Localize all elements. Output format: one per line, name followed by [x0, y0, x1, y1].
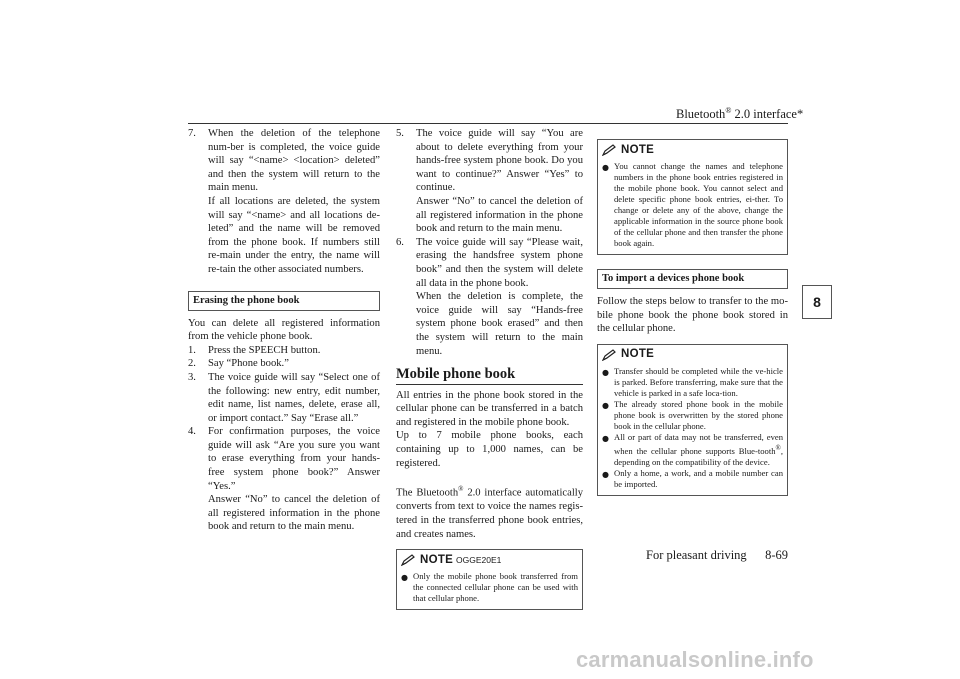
bullet-icon: ●: [602, 400, 609, 410]
note-bullet: [602, 432, 783, 468]
registered-mark: ®: [775, 443, 781, 452]
step-number: 1.: [188, 344, 196, 356]
bullet-text: [614, 432, 783, 468]
footer-section: For pleasant driving: [646, 548, 747, 562]
header-title-suffix: 2.0 interface*: [731, 107, 804, 122]
column-middle: [396, 127, 583, 610]
erase-intro: You can delete all registered information from the vehicle phone book.: [188, 317, 380, 343]
bullet-text: Transfer should be completed while the ve-hicle is parked. Before transferring, make sure that the vehicle is parked in a safe loca-tion.: [614, 365, 783, 398]
step-number: 5.: [396, 128, 404, 139]
section-title-mobile-phone-book: Mobile phone book: [396, 368, 583, 385]
column-right: [597, 127, 788, 496]
step-text: When the deletion of the telephone num-ber is completed, the voice guide will say “<name> <location> deleted” and then the system will return to the main menu.: [208, 128, 380, 194]
bullet-icon: ●: [602, 163, 609, 172]
step-subtext: When the deletion is complete, the voice guide will say “Hands-free system phone book erased” and then the system will return to the main menu.: [416, 291, 583, 357]
step-2: [188, 357, 380, 371]
bullet-icon: ●: [401, 573, 408, 583]
note-label: NOTE: [621, 348, 655, 361]
registered-mark: ®: [458, 485, 464, 494]
bullet-text-part: All or part of data may not be transferred, even when the cellular phone supports Blue-tooth: [614, 431, 783, 456]
header-rule: [188, 123, 788, 124]
step-number: 3.: [188, 371, 196, 383]
mobile-para-3: [396, 483, 583, 541]
step-text: The voice guide will say “Select one of the following: new entry, edit number, edit name, list names, delete, erase all, or import contact.” Say “Erase all.”: [208, 371, 380, 424]
running-header: [676, 106, 804, 122]
bullet-icon: ●: [602, 469, 609, 479]
note-pen-icon: [401, 554, 417, 566]
note-header: [602, 347, 783, 363]
note-label: NOTE: [621, 143, 655, 156]
step-3: [188, 371, 380, 425]
step-text: The voice guide will say “Please wait, erasing the handsfree system phone book” and then the system will delete all data in the phone book.: [416, 236, 583, 289]
step-5: [396, 127, 583, 236]
column-left: [188, 127, 380, 534]
page-number: 8-69: [765, 548, 788, 562]
watermark: carmanualsonline.info: [576, 647, 814, 672]
para-text: The Bluetooth: [396, 487, 459, 499]
import-intro: Follow the steps below to transfer to the mo-bile phone book the phone book stored in the cellular phone.: [597, 296, 788, 335]
note-bullet: [602, 399, 783, 432]
bullet-text: The already stored phone book in the mobile phone book is overwritten by the stored phone book in the cellular phone.: [614, 398, 783, 431]
bullet-text: You cannot change the names and telephone numbers in the phone book entries registered in the mobile phone book. You cannot select and delete specific phone book entries, ei-ther. To change or delete any of the above, change the applicable information in the source phone book of the cellular phone and then transfer the phone book again.: [614, 161, 783, 248]
step-1: [188, 344, 380, 358]
step-text: Say “Phone book.”: [208, 358, 289, 370]
bullet-text: Only a home, a work, and a mobile number can be imported.: [614, 467, 783, 489]
header-registered-mark: ®: [725, 106, 732, 115]
mobile-para-1: All entries in the phone book stored in the cellular phone can be transferred in a batch and registered in the mobile phone book.: [396, 389, 583, 428]
note-bullet: [602, 161, 783, 249]
note-pen-icon: [602, 144, 618, 156]
para-text-cont: 2.0 interface automatically converts from text to voice the names regis-tered in the transferred phone book entries, and creates names.: [396, 487, 583, 540]
bullet-icon: ●: [602, 433, 609, 443]
header-title: Bluetooth: [676, 107, 726, 122]
step-subtext: If all locations are deleted, the system will say “<name> and all locations de-leted” and the name will be removed from the phone book. If numbers still re-main under the entry, the name will re-tain the other associated numbers.: [208, 195, 380, 275]
step-text: Press the SPEECH button.: [208, 344, 321, 356]
note-label: NOTE: [420, 553, 454, 566]
note-bullet: [602, 366, 783, 399]
note-bullet: [401, 571, 578, 604]
section-heading-erasing: Erasing the phone book: [188, 291, 380, 311]
step-number: 2.: [188, 358, 196, 370]
page-footer: [646, 548, 788, 563]
step-text: The voice guide will say “You are about to delete everything from your hands-free system phone book. Do you want to continue?” Answer “Yes” to continue.: [416, 128, 583, 194]
step-7: [188, 127, 380, 277]
note-pen-icon: [602, 349, 618, 361]
document-code: OGGE20E1: [456, 555, 502, 565]
step-number: 6.: [396, 236, 404, 248]
note-box: [597, 139, 788, 255]
bullet-text: Only the mobile phone book transferred from the connected cellular phone can be used with that cellular phone.: [413, 571, 578, 604]
chapter-tab: 8: [802, 285, 832, 319]
step-4: [188, 425, 380, 534]
step-text: For confirmation purposes, the voice guide will ask “Are you sure you want to erase everything from your hands-free system phone book?” Answer “Yes.”: [208, 426, 380, 492]
bullet-icon: ●: [602, 367, 609, 377]
bullet-text-part: , depending on the compatibility of the device.: [614, 445, 783, 467]
note-box: [597, 344, 788, 496]
step-number: 7.: [188, 128, 196, 139]
note-bullet: [602, 468, 783, 490]
section-heading-import: To import a devices phone book: [597, 269, 788, 289]
step-6: [396, 236, 583, 358]
step-subtext: Answer “No” to cancel the deletion of all registered information in the phone book and return to the main menu.: [208, 494, 380, 533]
mobile-para-2: Up to 7 mobile phone books, each containing up to 1,000 names, can be registered.: [396, 430, 583, 469]
step-number: 4.: [188, 426, 196, 438]
step-subtext: Answer “No” to cancel the deletion of all registered information in the phone book and return to the main menu.: [416, 195, 583, 235]
note-header: [602, 142, 783, 158]
